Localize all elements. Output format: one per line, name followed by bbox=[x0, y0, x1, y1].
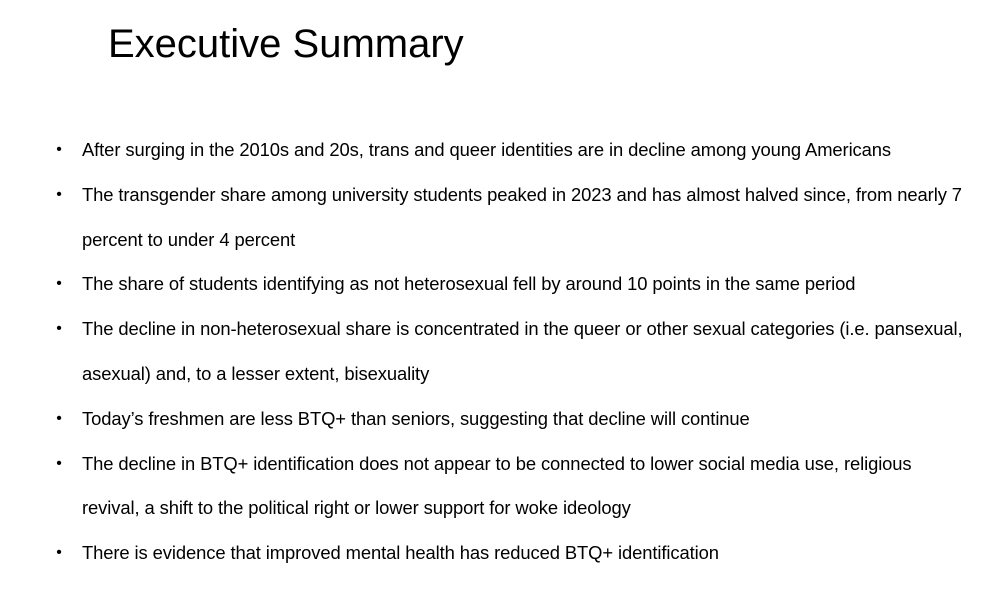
summary-bullet-4 bbox=[0, 307, 1000, 397]
bullet-icon: • bbox=[56, 454, 62, 472]
bullet-text: After surging in the 2010s and 20s, trans and queer identities are in decline among young Americans bbox=[82, 139, 891, 160]
bullet-icon: • bbox=[56, 409, 62, 427]
bullet-text: The transgender share among university students peaked in 2023 and has almost halved since, from nearly 7 percent to under 4 percent bbox=[82, 183, 962, 250]
summary-bullet-5 bbox=[0, 397, 1000, 442]
summary-bullet-1 bbox=[0, 128, 1000, 173]
bullet-icon: • bbox=[56, 185, 62, 203]
summary-bullet-7 bbox=[0, 531, 1000, 576]
bullet-text: The decline in non-heterosexual share is concentrated in the queer or other sexual categories (i.e. pansexual, asexual) and, to a lesser extent, bisexuality bbox=[82, 318, 963, 384]
page-title: Executive Summary bbox=[108, 22, 464, 66]
bullet-icon: • bbox=[56, 320, 62, 338]
summary-bullet-6 bbox=[0, 442, 1000, 532]
bullet-icon: • bbox=[56, 544, 62, 562]
bullet-text: There is evidence that improved mental health has reduced BTQ+ identification bbox=[82, 542, 719, 564]
summary-bullet-2 bbox=[0, 173, 1000, 263]
bullet-text: Today’s freshmen are less BTQ+ than seniors, suggesting that decline will continue bbox=[82, 407, 750, 429]
summary-bullet-list bbox=[0, 128, 1000, 576]
bullet-icon: • bbox=[56, 141, 62, 158]
summary-bullet-3 bbox=[0, 262, 1000, 307]
bullet-icon: • bbox=[56, 275, 62, 293]
bullet-text: The share of students identifying as not heterosexual fell by around 10 points in the same period bbox=[82, 273, 856, 295]
bullet-text: The decline in BTQ+ identification does not appear to be connected to lower social media use, religious revival, a shift to the political right or lower support for woke ideology bbox=[82, 452, 912, 519]
